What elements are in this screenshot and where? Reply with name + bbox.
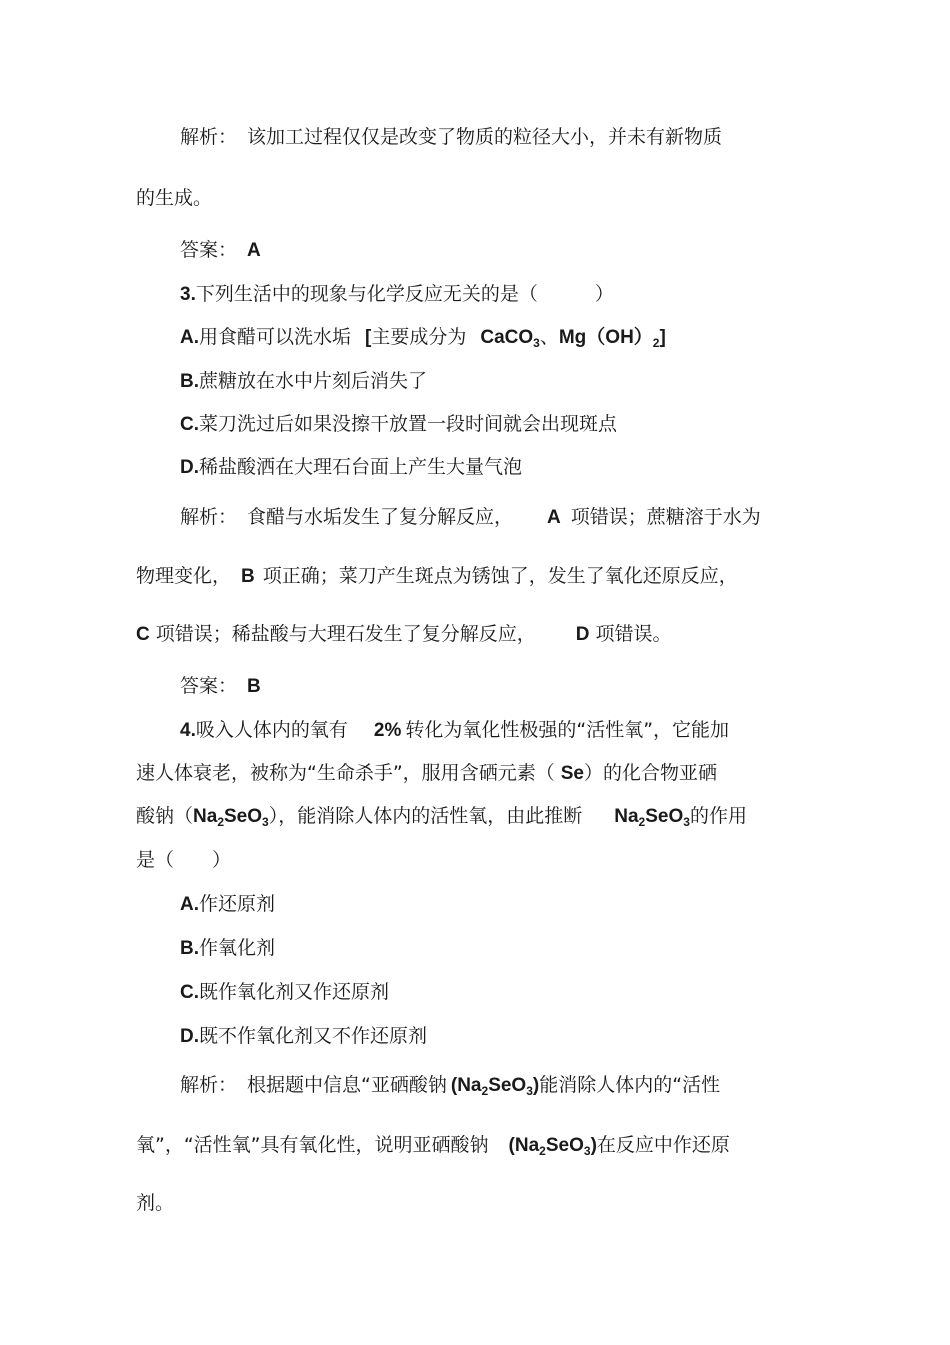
q3-option-a: A.用食醋可以洗水垢 [主要成分为 CaCO$_3$、$Mg(OH)_2$] [180,326,666,350]
q2-analysis-line1: 解析： 该加工过程仅仅是改变了物质的粒径大小，并未有新物质 [180,126,723,148]
q4-analysis-line3: 剂。 [136,1192,175,1214]
q4-analysis-line2: 氧”，“活性氧”具有氧化性，说明亚硒酸钠 $(Na_2SeO_3)$在反应中作还原 [136,1134,730,1158]
q3-answer: 答案： B [180,675,261,697]
q3-option-b: B.蔗糖放在水中片刻后消失了 [180,370,428,392]
q4-option-b: B.作氧化剂 [180,937,276,959]
q4-analysis-line1: 解析： 根据题中信息“亚硒酸钠 $(Na_2SeO_3)$能消除人体内的“活性 [180,1074,721,1098]
q2-analysis-line2: 的生成。 [136,187,213,209]
q3-analysis-line1: 解析： 食醋与水垢发生了复分解反应， A 项错误；蔗糖溶于水为 [180,506,761,528]
q3-analysis-line2: 物理变化， B 项正确；菜刀产生斑点为锈蚀了，发生了氧化还原反应， [136,565,738,587]
q3-stem: 3.下列生活中的现象与化学反应无关的是（ ） [180,283,614,305]
q3-option-d: D.稀盐酸洒在大理石台面上产生大量气泡 [180,456,523,478]
q4-stem-line3: 酸钠$(Na_2SeO_3)$，能消除人体内的活性氧，由此推断 $Na_2SeO_3$的作用 [136,805,747,829]
q4-option-c: C.既作氧化剂又作还原剂 [180,981,390,1003]
q2-answer: 答案： A [180,239,261,261]
q3-analysis-line3: C 项错误；稀盐酸与大理石发生了复分解反应， D 项错误。 [136,623,672,645]
q4-option-d: D.既不作氧化剂又不作还原剂 [180,1025,428,1047]
q4-stem-line4: 是（ ） [136,849,232,871]
q4-stem-line2: 速人体衰老，被称为“生命杀手”，服用含硒元素（ Se）的化合物亚硒 [136,762,717,784]
q4-option-a: A.作还原剂 [180,893,276,915]
q3-option-c: C.菜刀洗过后如果没擦干放置一段时间就会出现斑点 [180,413,618,435]
q4-stem-line1: 4.吸入人体内的氧有 2% 转化为氧化性极强的“活性氧”，它能加 [180,719,730,741]
